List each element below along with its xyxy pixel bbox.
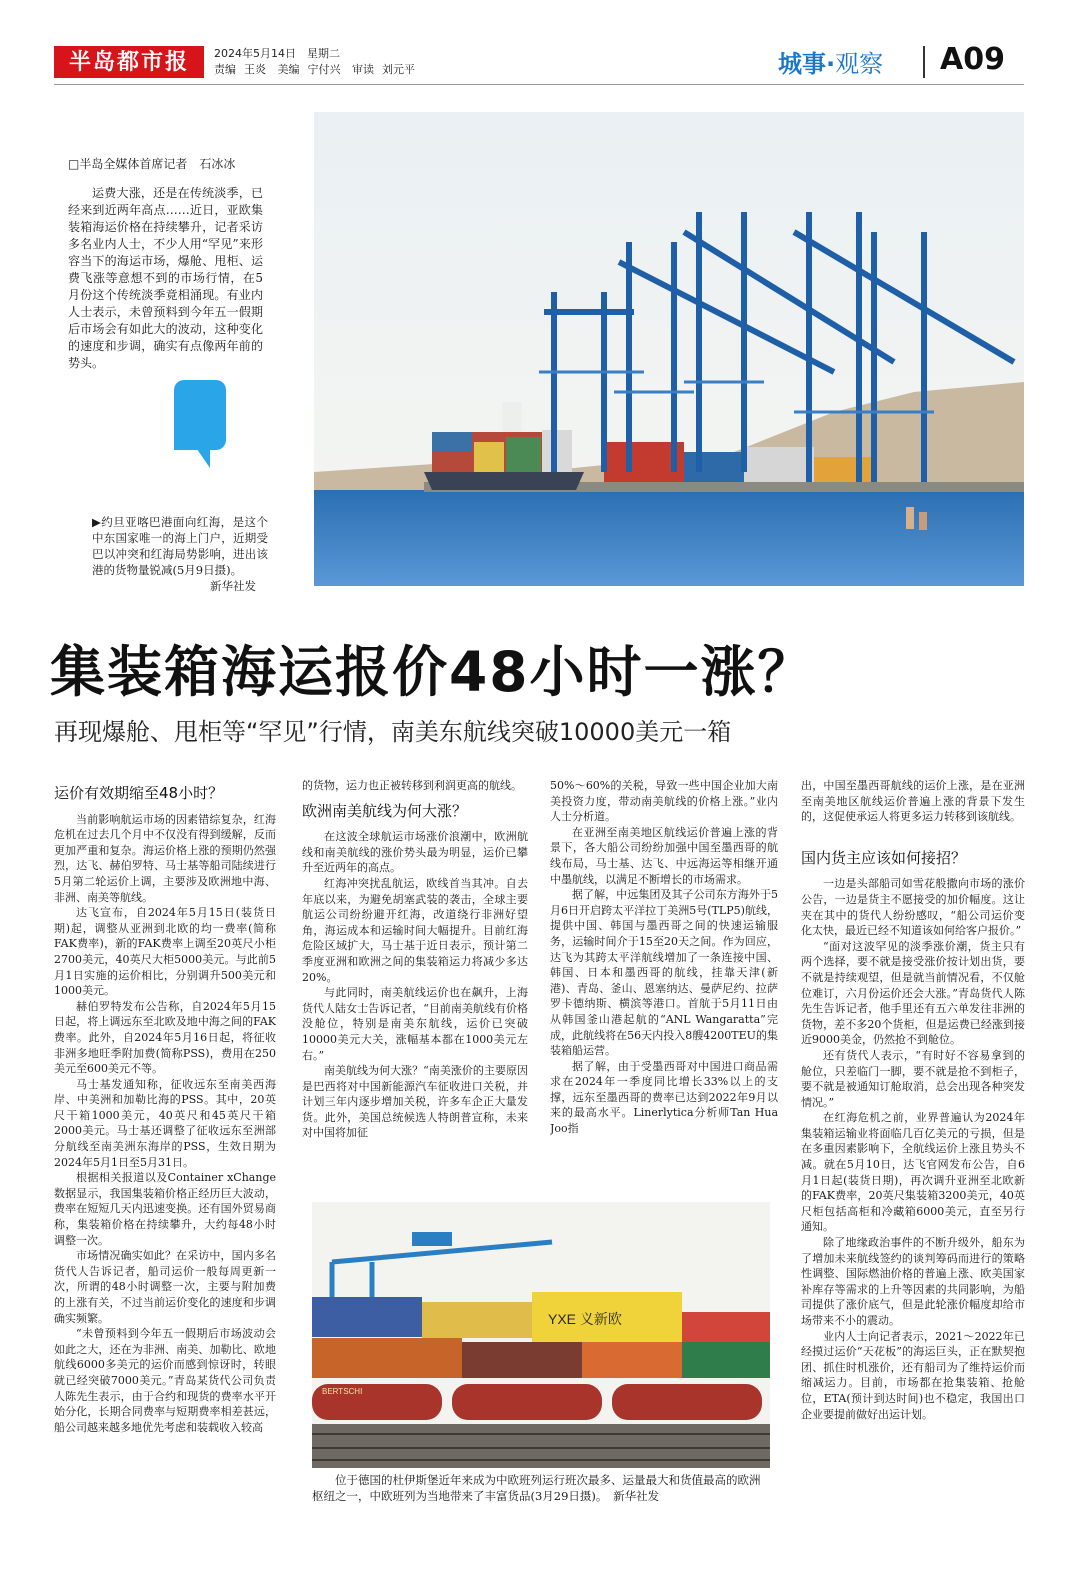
rail-terminal-illustration	[312, 1202, 770, 1468]
photo-caption-text: 位于德国的杜伊斯堡近年来成为中欧班列运行班次最多、运量最大和货值最高的欧洲枢纽之一，中欧班列为当地带来了丰富货品(3月29日摄)。	[312, 1473, 761, 1503]
paragraph: 50%～60%的关税，导致一些中国企业加大南美投资力度，带动南美航线的价格上涨。”业内人士分析道。	[550, 779, 778, 824]
paragraph: 红海冲突扰乱航运，欧线首当其冲。自去年底以来，为避免胡塞武装的袭击，全球主要航运公司纷纷避开红海，改道绕行非洲好望角，海运成本和运输时间大幅提升。目前红海危险区域扩大，马士基于近日表示，预计第二季度亚洲和欧洲之间的集装箱运力将减少多达20%。	[302, 876, 528, 984]
paragraph: 与此同时，南美航线运价也在飙升，上海货代人陆女士告诉记者，“目前南美航线有价格没舱位，特别是南美东航线，运价已突破10000美元大关，涨幅基本都在1000美元左右。”	[302, 986, 528, 1062]
port-photo	[314, 112, 1024, 586]
paragraph: 还有货代人表示，“有时好不容易拿到的舱位，只差临门一脚，要不就是抢不到柜子，要不就是被通知订舱取消，总会出现各种突发情况。”	[801, 1048, 1025, 1109]
paragraph: 除了地缘政治事件的不断升级外，船东为了增加未来航线签约的谈判筹码而进行的策略性调整、国际燃油价格的普遍上涨、欧美国家补库存等需求的上升等因素的共同影响，为船司提供了涨价底气，但是此轮涨价幅度却给市场带来不小的震动。	[801, 1236, 1025, 1327]
paragraph: 在红海危机之前，业界普遍认为2024年集装箱运输业将面临几百亿美元的亏损，但是在多重因素影响下，全航线运价上涨且势头不减。就在5月10日，达飞官网发布公告，自6月1日起(装货日期)，再次调升亚洲至北欧新的FAK费率，20英尺集装箱3200美元，40英尺柜包括高柜和冷藏箱6000美元，直至另行通知。	[801, 1111, 1025, 1234]
staff-name: 王炎	[244, 63, 266, 76]
paragraph: 赫伯罗特发布公告称，自2024年5月15日起，将上调远东至北欧及地中海之间的FAK费率。此外，自2024年5月16日起，将征收非洲多地旺季附加费(简称PSS)，费用在250美元至600美元不等。	[54, 999, 276, 1076]
header-divider	[923, 46, 925, 78]
paragraph: 达飞宣布，自2024年5月15日(装货日期)起，调整从亚洲到北欧的均一费率(简称FAK费率)，新的FAK费率上调至20英尺小柜2700美元，40英尺大柜5000美元。与此前5月1日实施的运价相比，分别调升500美元和1000美元。	[54, 906, 276, 998]
article-column-3	[550, 778, 778, 1188]
staff-role: 责编	[214, 63, 236, 76]
photo-caption: ▶约旦亚喀巴港面向红海，是这个中东国家唯一的海上门户，近期受巴以冲突和红海局势影响，进出该港的货物量锐减(5月9日摄)。	[92, 515, 268, 577]
article-column-4	[801, 778, 1025, 1558]
section-heading: 运价有效期缩至48小时？	[54, 786, 224, 802]
paragraph: 业内人士向记者表示，2021～2022年已经摸过运价“天花板”的海运巨头，正在默契抱团、抓住时机涨价，还有船司为了维持运价而缩减运力。目前，市场都在抢集装箱、抢舱位，ETA(预计到达时间)也不稳定，我国出口企业要提前做好出运计划。	[801, 1329, 1025, 1421]
section-heading: 欧洲南美航线为何大涨？	[302, 801, 468, 820]
paragraph: 在亚洲至南美地区航线运价普遍上涨的背景下，各大船公司纷纷加强中国至墨西哥的航线布局，马士基、达飞、中远海运等相继开通中墨航线，以满足不断增长的市场需求。	[550, 825, 778, 886]
paragraph: 的货物，运力也正被转移到利润更高的航线。	[302, 779, 522, 792]
paragraph: “面对这波罕见的淡季涨价潮，货主只有两个选择，要不就是接受涨价按计划出货，要不就是持续观望，但是就当前情况看，不仅舱位难订，六月份运价还会大涨。”青岛货代人陈先生告诉记者，他手里还有五六单发往非洲的货物，差不多20个货柜，但是运费已经涨到接近9000美金，仍然抢不到舱位。	[801, 939, 1025, 1047]
section-sub: 观察	[835, 50, 884, 78]
paragraph: 一边是头部船司如雪花般撒向市场的涨价公告，一边是货主不愿接受的加价幅度。这让夹在其中的货代人纷纷感叹，“船公司运价变化太快，最近已经不知道该如何给客户报价。”	[801, 877, 1025, 938]
paragraph: 马士基发通知称，征收远东至南美西海岸、中美洲和加勒比海的PSS。其中，20英尺干箱1000美元，40英尺和45英尺干箱2000美元。马士基还调整了征收远东至洲部分航线至南美洲东海岸的PSS，生效日期为2024年5月1日至5月31日。	[54, 1077, 276, 1169]
staff-role: 审读	[352, 63, 374, 76]
headline: 集装箱海运报价48小时一涨？	[50, 640, 815, 704]
staff-role: 美编	[277, 63, 300, 76]
header-rule	[54, 84, 1024, 85]
quote-bubble-tail	[192, 442, 210, 468]
paragraph: 南美航线为何大涨？“南美涨价的主要原因是巴西将对中国新能源汽车征收进口关税，并计划三年内逐步增加关税，许多车企正大量发货。此外，美国总统候选人特朗普宣称，未来对中国将加征	[302, 1064, 528, 1140]
section-main: 城事	[778, 50, 826, 78]
paragraph: 根据相关报道以及Container xChange数据显示，我国集装箱价格正经历巨大波动，费率在短短几天内迅速变换。还有国外贸易商称，集装箱价格在持续攀升，大约每48小时调整一次。	[54, 1171, 276, 1247]
paragraph: “未曾预料到今年五一假期后市场波动会如此之大，还在为非洲、南美、加勒比、欧地航线6000多美元的运价而感到惊讶时，转眼就已经突破7000美元。”青岛某货代公司负责人陈先生表示，由于合约和现货的费率水平开始分化，长期合同费率与短期费率相差甚远，船公司越来越多地优先考虑和装载收入较高	[54, 1327, 276, 1434]
rail-terminal-photo	[312, 1202, 770, 1468]
tank-label: BERTSCHI	[322, 1387, 363, 1396]
photo-caption	[312, 1472, 770, 1504]
paragraph: 在这波全球航运市场涨价浪潮中，欧洲航线和南美航线的涨价势头最为明显，运价已攀升至近两年的高点。	[302, 830, 528, 875]
paragraph: 市场情况确实如此？在采访中，国内多名货代人告诉记者，船司运价一般每周更新一次，所谓的48小时调整一次，主要与附加费的上涨有关，不过当前运价变化的速度和步调确实频繁。	[54, 1249, 276, 1325]
port-photo-illustration	[314, 112, 1024, 586]
staff-line	[214, 62, 423, 77]
section-title	[778, 44, 900, 79]
quote-bubble-icon	[174, 380, 226, 450]
photo-credit: 新华社发	[210, 579, 256, 593]
container-brand-label: YXE 义新欧	[548, 1311, 622, 1327]
paragraph: 据了解，由于受墨西哥对中国进口商品需求在2024年一季度同比增长33%以上的支撑，远东至墨西哥的费率已达到2022年9月以来的最高水平。Linerlytica分析师Tan Hua Joo指	[550, 1059, 778, 1136]
intro-paragraph: 运费大涨，还是在传统淡季，已经来到近两年高点……近日，亚欧集装箱海运价格在持续攀升，记者采访多名业内人士，不少人用“罕见”来形容当下的海运市场，爆舱、甩柜、运费飞涨等意想不到的市场行情，在5月份这个传统淡季竟相涌现。有业内人士表示，未曾预料到今年五一假期后市场会有如此大的波动，这种变化的速度和步调，确实有点像两年前的势头。	[68, 186, 263, 370]
date-line: 2024年5月14日 星期二	[214, 47, 340, 60]
section-dot: ·	[826, 50, 836, 78]
article-column-2	[302, 778, 528, 1188]
byline: □半岛全媒体首席记者 石冰冰	[68, 157, 236, 171]
staff-name: 刘元平	[382, 63, 415, 76]
staff-name: 宁付兴	[307, 63, 341, 76]
photo-credit: 新华社发	[613, 1489, 660, 1503]
paragraph: 据了解，中远集团及其子公司东方海外于5月6日开启跨太平洋拉丁美洲5号(TLP5)航线，提供中国、韩国与墨西哥之间的快速运输服务，运输时间介于15至20天之间。作为回应，达飞为其跨太平洋航线增加了一条连接中国、韩国、日本和墨西哥的航线，挂靠天津(新港)、青岛、釜山、恩塞纳达、曼萨尼约、拉萨罗卡德纳斯、横滨等港口。首航于5月11日由从韩国釜山港起航的“ANL Wangaratta”完成，此航线将在56天内投入8艘4200TEU的集装箱船运营。	[550, 888, 778, 1058]
article-column-1	[54, 786, 276, 1546]
paragraph: 出，中国至墨西哥航线的运价上涨，是在亚洲至南美地区航线运价普遍上涨的背景下发生的，这促使承运人将更多运力转移到该航线。	[801, 779, 1025, 824]
page-number: A09	[940, 42, 1005, 77]
paragraph: 当前影响航运市场的因素错综复杂，红海危机在过去几个月中不仅没有得到缓解，反而更加严重和复杂。海运价格上涨的预期仍然强烈，达飞、赫伯罗特、马士基等船司陆续进行5月第二轮运价上调，主要涉及欧洲地中海、非洲、南美等航线。	[54, 812, 276, 904]
newspaper-logo: 半岛都市报	[54, 46, 204, 78]
section-heading: 国内货主应该如何接招？	[801, 848, 967, 867]
subheadline: 再现爆舱、甩柜等“罕见”行情，南美东航线突破10000美元一箱	[54, 718, 732, 746]
